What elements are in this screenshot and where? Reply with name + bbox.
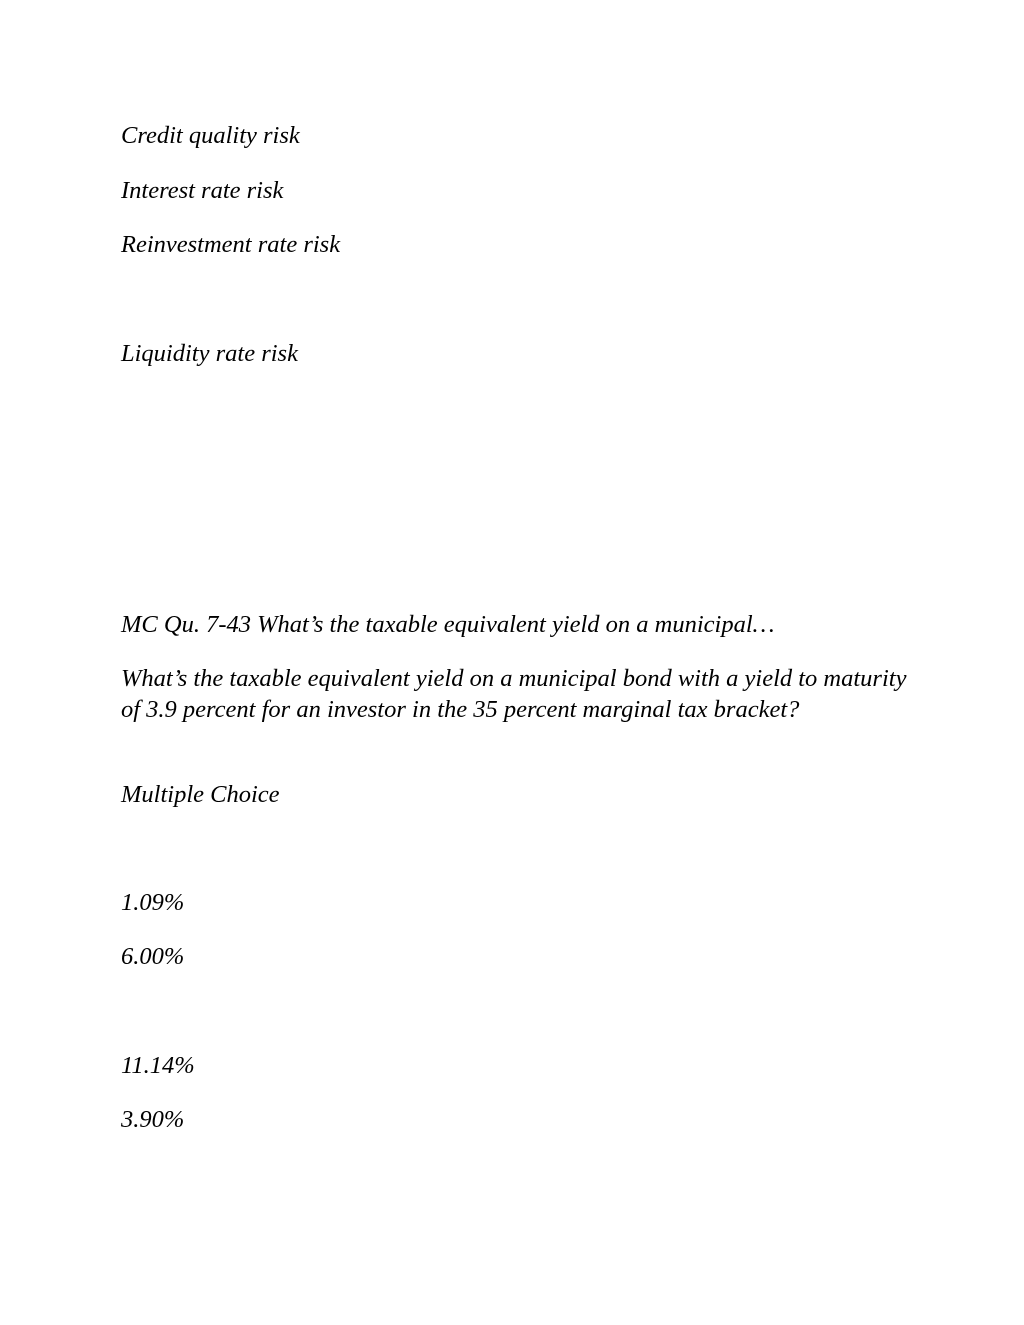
question-text: What’s the taxable equivalent yield on a municipal bond with a yield to maturity of 3.9 percent for an investor in the 35 percent marginal tax bracket?: [121, 665, 907, 723]
question-heading: MC Qu. 7-43 What’s the taxable equivalent yield on a municipal…: [121, 611, 775, 638]
answer-option: 3.90%: [121, 1106, 185, 1133]
answer-option: Liquidity rate risk: [121, 340, 298, 367]
answer-option: 11.14%: [121, 1052, 195, 1079]
answer-option: 1.09%: [121, 889, 185, 916]
answer-option: Reinvestment rate risk: [121, 231, 341, 258]
answer-option: Interest rate risk: [121, 177, 284, 204]
answer-option: Credit quality risk: [121, 122, 300, 149]
question-type-label: Multiple Choice: [121, 781, 280, 808]
answer-option: 6.00%: [121, 943, 185, 970]
